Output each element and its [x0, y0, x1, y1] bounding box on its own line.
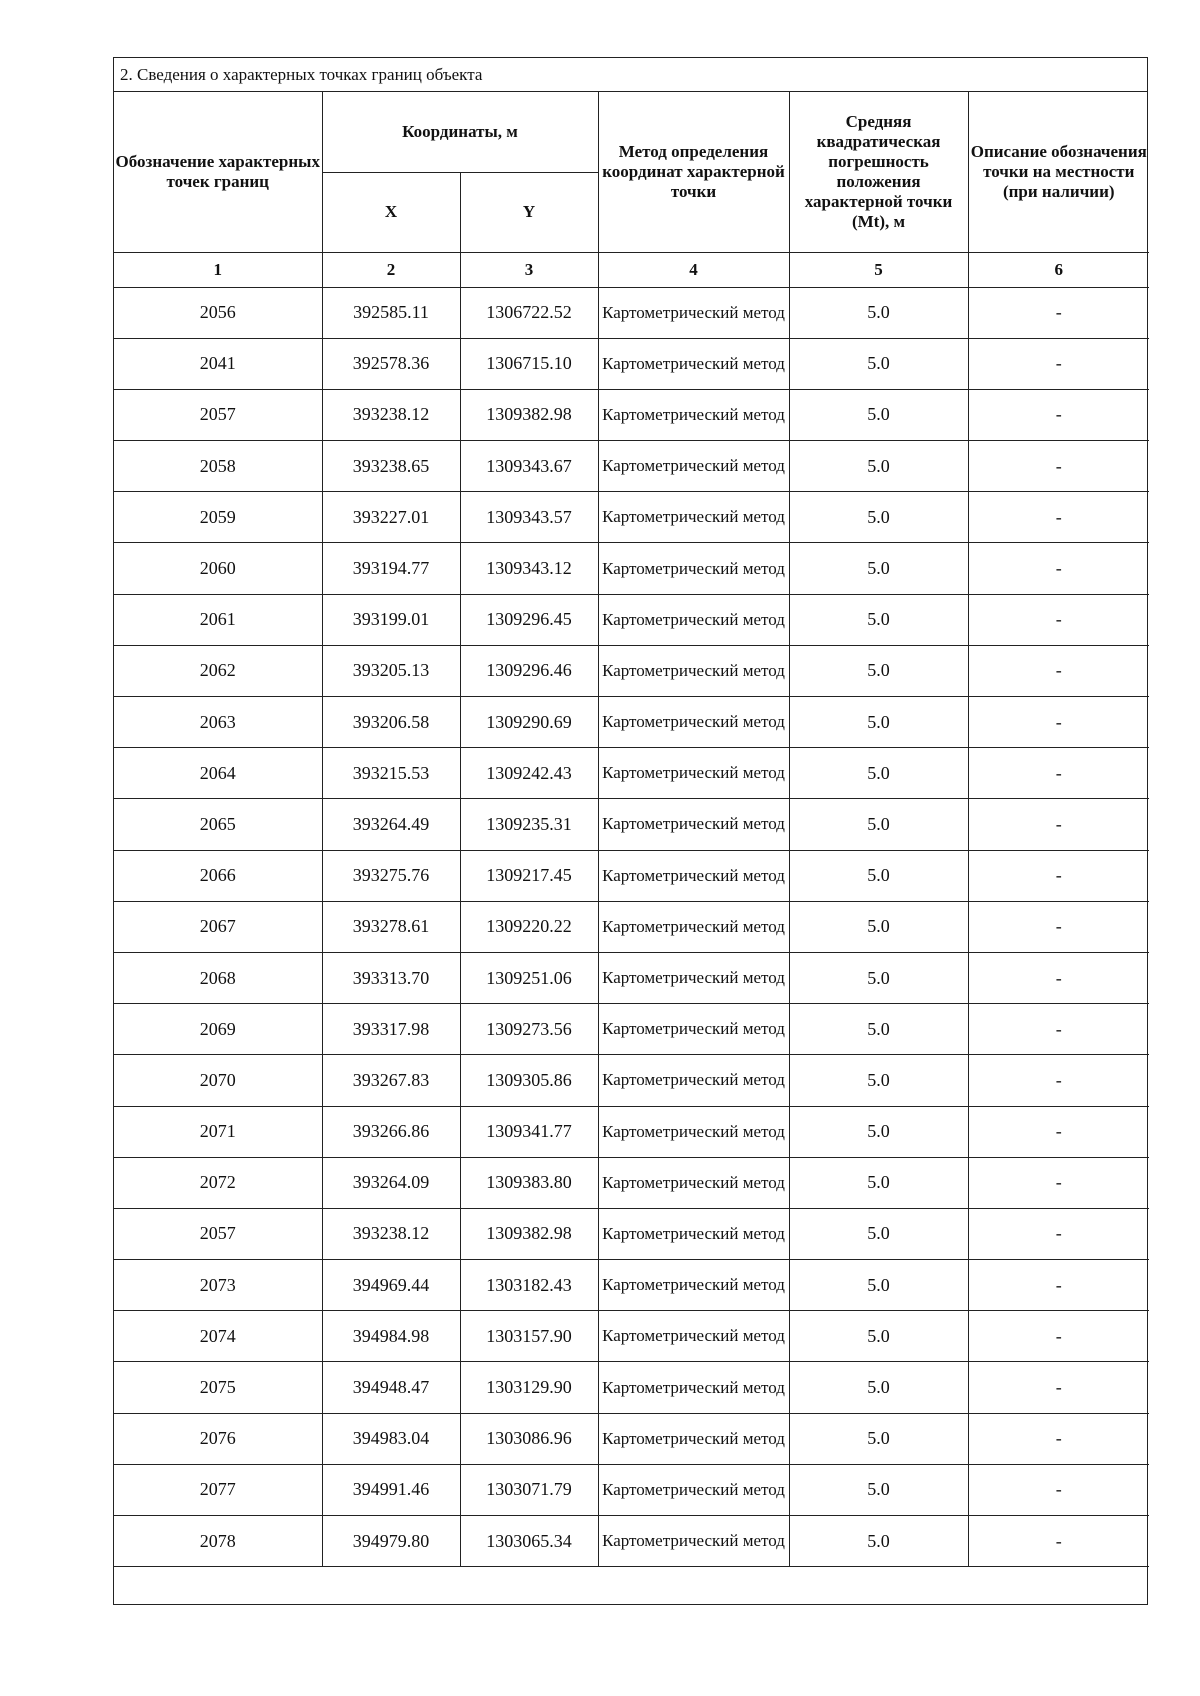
x-coordinate-cell: 393275.76: [322, 850, 460, 901]
header-method: Метод определения координат характерной точки: [598, 92, 789, 252]
table-row: [114, 441, 1149, 492]
description-cell: -: [968, 338, 1149, 389]
mt-cell: 5.0: [789, 1413, 968, 1464]
mt-cell: 5.0: [789, 543, 968, 594]
method-cell: Картометрический метод: [598, 1157, 789, 1208]
y-coordinate-cell: 1306722.52: [460, 287, 598, 338]
y-coordinate-cell: 1303157.90: [460, 1311, 598, 1362]
description-cell: -: [968, 697, 1149, 748]
description-cell: -: [968, 645, 1149, 696]
column-number: 2: [322, 252, 460, 287]
table-row: [114, 1516, 1149, 1567]
point-id-cell: 2071: [114, 1106, 322, 1157]
description-cell: -: [968, 952, 1149, 1003]
point-id-cell: 2041: [114, 338, 322, 389]
column-number: 4: [598, 252, 789, 287]
description-cell: -: [968, 1413, 1149, 1464]
mt-cell: 5.0: [789, 901, 968, 952]
description-cell: -: [968, 1106, 1149, 1157]
y-coordinate-cell: 1309341.77: [460, 1106, 598, 1157]
table-row: [114, 1157, 1149, 1208]
description-cell: -: [968, 594, 1149, 645]
y-coordinate-cell: 1306715.10: [460, 338, 598, 389]
method-cell: Картометрический метод: [598, 1413, 789, 1464]
header-description: Описание обозначения точки на местности (при наличии): [968, 92, 1149, 252]
mt-cell: 5.0: [789, 1311, 968, 1362]
y-coordinate-cell: 1309343.12: [460, 543, 598, 594]
point-id-cell: 2063: [114, 697, 322, 748]
table-row: [114, 1362, 1149, 1413]
mt-cell: 5.0: [789, 1260, 968, 1311]
table-row: [114, 594, 1149, 645]
column-number: 5: [789, 252, 968, 287]
point-id-cell: 2078: [114, 1516, 322, 1567]
method-cell: Картометрический метод: [598, 952, 789, 1003]
y-coordinate-cell: 1303086.96: [460, 1413, 598, 1464]
x-coordinate-cell: 393205.13: [322, 645, 460, 696]
description-cell: -: [968, 389, 1149, 440]
x-coordinate-cell: 393194.77: [322, 543, 460, 594]
description-cell: -: [968, 799, 1149, 850]
point-id-cell: 2060: [114, 543, 322, 594]
x-coordinate-cell: 392585.11: [322, 287, 460, 338]
header-point-designation: Обозначение характерных точек границ: [114, 92, 322, 252]
table-row: [114, 1055, 1149, 1106]
empty-footer-row: [114, 1567, 1149, 1604]
method-cell: Картометрический метод: [598, 1311, 789, 1362]
description-cell: -: [968, 748, 1149, 799]
point-id-cell: 2057: [114, 389, 322, 440]
y-coordinate-cell: 1303071.79: [460, 1464, 598, 1515]
y-coordinate-cell: 1309343.67: [460, 441, 598, 492]
description-cell: -: [968, 1260, 1149, 1311]
point-id-cell: 2061: [114, 594, 322, 645]
column-numbers-row: [114, 252, 1149, 287]
table-row: [114, 1464, 1149, 1515]
point-id-cell: 2068: [114, 952, 322, 1003]
mt-cell: 5.0: [789, 645, 968, 696]
x-coordinate-cell: 393238.65: [322, 441, 460, 492]
point-id-cell: 2056: [114, 287, 322, 338]
method-cell: Картометрический метод: [598, 594, 789, 645]
method-cell: Картометрический метод: [598, 850, 789, 901]
column-number: 3: [460, 252, 598, 287]
table-row: [114, 697, 1149, 748]
x-coordinate-cell: 393238.12: [322, 1208, 460, 1259]
point-id-cell: 2064: [114, 748, 322, 799]
mt-cell: 5.0: [789, 850, 968, 901]
table-row: [114, 799, 1149, 850]
mt-cell: 5.0: [789, 594, 968, 645]
y-coordinate-cell: 1309235.31: [460, 799, 598, 850]
x-coordinate-cell: 393199.01: [322, 594, 460, 645]
point-id-cell: 2076: [114, 1413, 322, 1464]
point-id-cell: 2074: [114, 1311, 322, 1362]
mt-cell: 5.0: [789, 748, 968, 799]
x-coordinate-cell: 394948.47: [322, 1362, 460, 1413]
mt-cell: 5.0: [789, 1106, 968, 1157]
mt-cell: 5.0: [789, 1157, 968, 1208]
table-row: [114, 338, 1149, 389]
x-coordinate-cell: 394983.04: [322, 1413, 460, 1464]
mt-cell: 5.0: [789, 338, 968, 389]
header-x: X: [322, 172, 460, 252]
mt-cell: 5.0: [789, 697, 968, 748]
y-coordinate-cell: 1303182.43: [460, 1260, 598, 1311]
description-cell: -: [968, 1311, 1149, 1362]
method-cell: Картометрический метод: [598, 543, 789, 594]
header-coordinates: Координаты, м: [322, 92, 598, 172]
y-coordinate-cell: 1309251.06: [460, 952, 598, 1003]
column-number: 6: [968, 252, 1149, 287]
section-title: 2. Сведения о характерных точках границ объекта: [114, 58, 1147, 92]
point-id-cell: 2059: [114, 492, 322, 543]
y-coordinate-cell: 1309305.86: [460, 1055, 598, 1106]
table-header: [114, 92, 1149, 287]
point-id-cell: 2070: [114, 1055, 322, 1106]
table-row: [114, 748, 1149, 799]
description-cell: -: [968, 901, 1149, 952]
point-id-cell: 2077: [114, 1464, 322, 1515]
x-coordinate-cell: 393267.83: [322, 1055, 460, 1106]
x-coordinate-cell: 393264.09: [322, 1157, 460, 1208]
method-cell: Картометрический метод: [598, 1208, 789, 1259]
x-coordinate-cell: 393266.86: [322, 1106, 460, 1157]
table-row: [114, 1208, 1149, 1259]
point-id-cell: 2073: [114, 1260, 322, 1311]
table-row: [114, 901, 1149, 952]
description-cell: -: [968, 543, 1149, 594]
method-cell: Картометрический метод: [598, 901, 789, 952]
x-coordinate-cell: 394979.80: [322, 1516, 460, 1567]
y-coordinate-cell: 1309242.43: [460, 748, 598, 799]
point-id-cell: 2065: [114, 799, 322, 850]
mt-cell: 5.0: [789, 1208, 968, 1259]
table-row: [114, 952, 1149, 1003]
x-coordinate-cell: 394984.98: [322, 1311, 460, 1362]
table-row: [114, 1311, 1149, 1362]
method-cell: Картометрический метод: [598, 1516, 789, 1567]
description-cell: -: [968, 850, 1149, 901]
description-cell: -: [968, 1464, 1149, 1515]
method-cell: Картометрический метод: [598, 1055, 789, 1106]
y-coordinate-cell: 1303129.90: [460, 1362, 598, 1413]
x-coordinate-cell: 394969.44: [322, 1260, 460, 1311]
table-row: [114, 287, 1149, 338]
method-cell: Картометрический метод: [598, 1004, 789, 1055]
mt-cell: 5.0: [789, 287, 968, 338]
header-y: Y: [460, 172, 598, 252]
y-coordinate-cell: 1309273.56: [460, 1004, 598, 1055]
point-id-cell: 2072: [114, 1157, 322, 1208]
table-row: [114, 1106, 1149, 1157]
method-cell: Картометрический метод: [598, 1106, 789, 1157]
mt-cell: 5.0: [789, 1004, 968, 1055]
x-coordinate-cell: 393206.58: [322, 697, 460, 748]
mt-cell: 5.0: [789, 492, 968, 543]
method-cell: Картометрический метод: [598, 338, 789, 389]
mt-cell: 5.0: [789, 1055, 968, 1106]
column-number: 1: [114, 252, 322, 287]
description-cell: -: [968, 441, 1149, 492]
point-id-cell: 2069: [114, 1004, 322, 1055]
method-cell: Картометрический метод: [598, 1464, 789, 1515]
method-cell: Картометрический метод: [598, 645, 789, 696]
table-body: [114, 287, 1149, 1567]
y-coordinate-cell: 1309296.45: [460, 594, 598, 645]
x-coordinate-cell: 393238.12: [322, 389, 460, 440]
mt-cell: 5.0: [789, 441, 968, 492]
description-cell: -: [968, 1362, 1149, 1413]
y-coordinate-cell: 1309383.80: [460, 1157, 598, 1208]
mt-cell: 5.0: [789, 799, 968, 850]
table-row: [114, 1413, 1149, 1464]
description-cell: -: [968, 1208, 1149, 1259]
x-coordinate-cell: 393278.61: [322, 901, 460, 952]
document-sheet: [113, 57, 1148, 1605]
point-id-cell: 2066: [114, 850, 322, 901]
method-cell: Картометрический метод: [598, 1260, 789, 1311]
table-row: [114, 850, 1149, 901]
table-row: [114, 645, 1149, 696]
x-coordinate-cell: 393317.98: [322, 1004, 460, 1055]
description-cell: -: [968, 492, 1149, 543]
y-coordinate-cell: 1309343.57: [460, 492, 598, 543]
method-cell: Картометрический метод: [598, 287, 789, 338]
point-id-cell: 2057: [114, 1208, 322, 1259]
y-coordinate-cell: 1303065.34: [460, 1516, 598, 1567]
method-cell: Картометрический метод: [598, 748, 789, 799]
y-coordinate-cell: 1309290.69: [460, 697, 598, 748]
header-mean-square-error: Средняя квадратическая погрешность положения характерной точки (Mt), м: [789, 92, 968, 252]
method-cell: Картометрический метод: [598, 389, 789, 440]
description-cell: -: [968, 1157, 1149, 1208]
method-cell: Картометрический метод: [598, 799, 789, 850]
method-cell: Картометрический метод: [598, 441, 789, 492]
x-coordinate-cell: 393227.01: [322, 492, 460, 543]
point-id-cell: 2062: [114, 645, 322, 696]
method-cell: Картометрический метод: [598, 697, 789, 748]
table-row: [114, 1004, 1149, 1055]
method-cell: Картометрический метод: [598, 492, 789, 543]
table-row: [114, 492, 1149, 543]
description-cell: -: [968, 1055, 1149, 1106]
x-coordinate-cell: 393313.70: [322, 952, 460, 1003]
point-id-cell: 2075: [114, 1362, 322, 1413]
point-id-cell: 2067: [114, 901, 322, 952]
table-row: [114, 1260, 1149, 1311]
y-coordinate-cell: 1309296.46: [460, 645, 598, 696]
mt-cell: 5.0: [789, 1464, 968, 1515]
mt-cell: 5.0: [789, 1362, 968, 1413]
description-cell: -: [968, 1004, 1149, 1055]
mt-cell: 5.0: [789, 389, 968, 440]
table-row: [114, 389, 1149, 440]
mt-cell: 5.0: [789, 1516, 968, 1567]
table-row: [114, 543, 1149, 594]
point-id-cell: 2058: [114, 441, 322, 492]
boundary-points-table: [114, 92, 1149, 1604]
y-coordinate-cell: 1309382.98: [460, 389, 598, 440]
description-cell: -: [968, 1516, 1149, 1567]
y-coordinate-cell: 1309217.45: [460, 850, 598, 901]
x-coordinate-cell: 392578.36: [322, 338, 460, 389]
x-coordinate-cell: 393215.53: [322, 748, 460, 799]
method-cell: Картометрический метод: [598, 1362, 789, 1413]
y-coordinate-cell: 1309220.22: [460, 901, 598, 952]
x-coordinate-cell: 394991.46: [322, 1464, 460, 1515]
y-coordinate-cell: 1309382.98: [460, 1208, 598, 1259]
x-coordinate-cell: 393264.49: [322, 799, 460, 850]
description-cell: -: [968, 287, 1149, 338]
mt-cell: 5.0: [789, 952, 968, 1003]
